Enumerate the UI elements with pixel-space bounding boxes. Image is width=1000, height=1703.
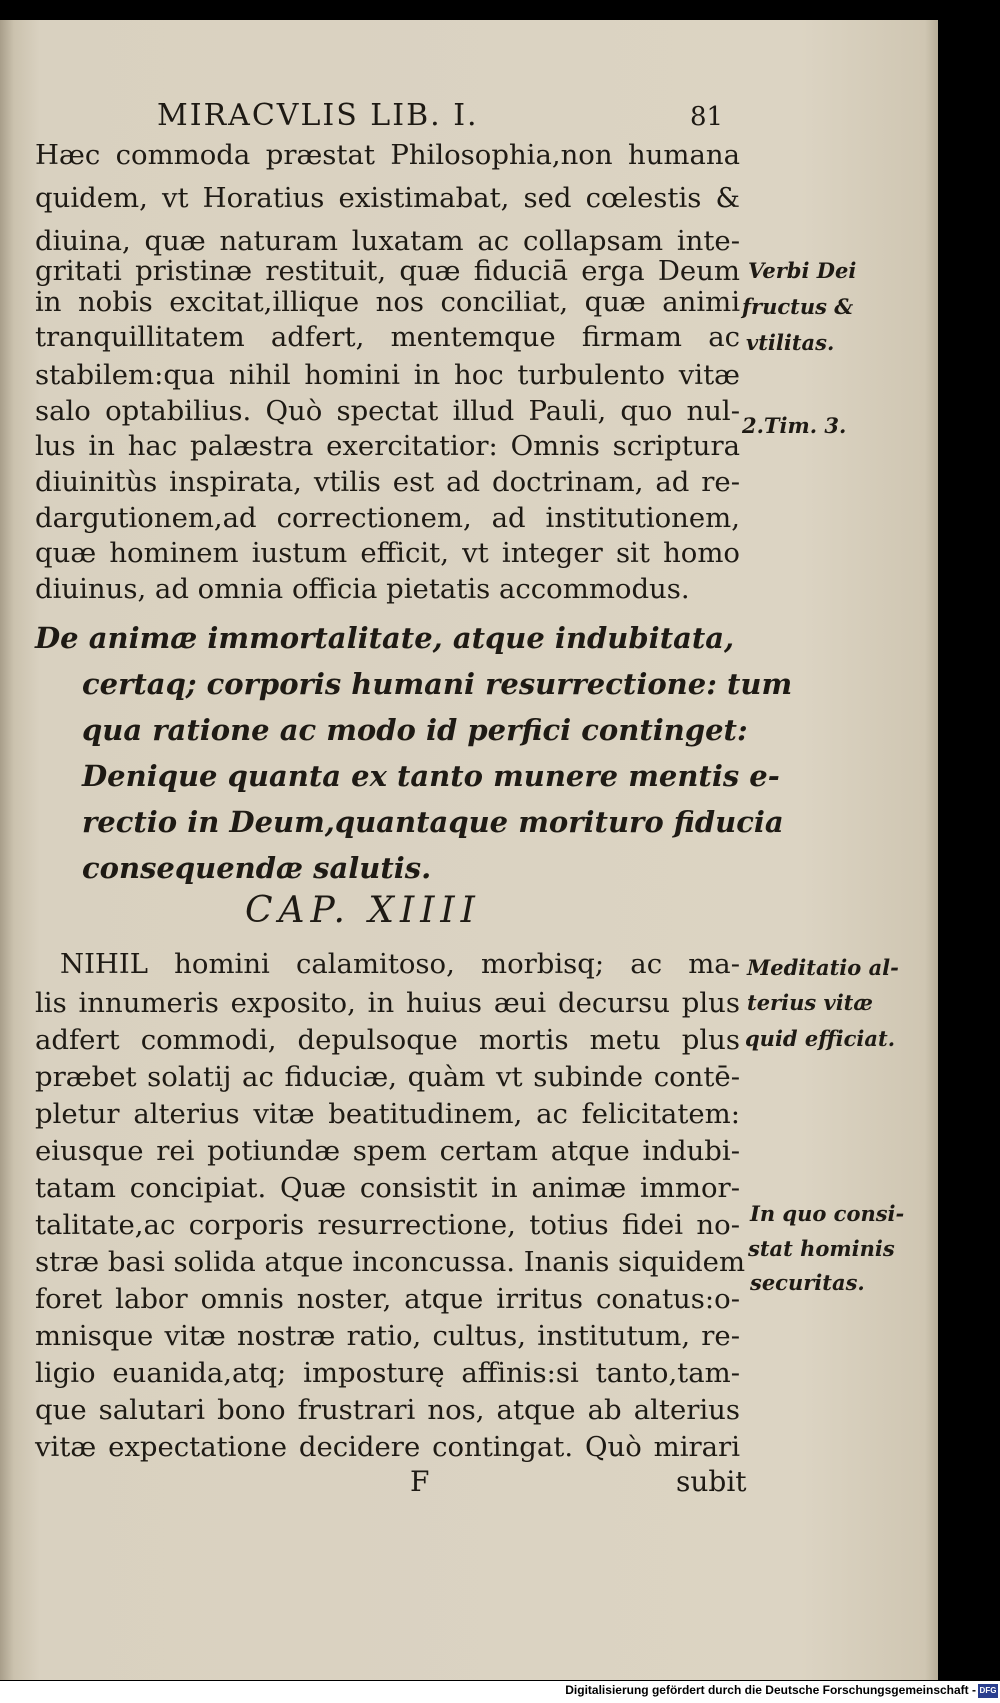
running-title: MIRACVLIS LIB. I.: [157, 98, 479, 133]
text-line: stræ basi solida atque inconcussa. Inanis siquidem: [35, 1246, 746, 1278]
text-line: vitæ expectatione decidere contingat. Quò mirari: [35, 1431, 740, 1463]
text-line: pletur alterius vitæ beatitudinem, ac felicitatem:: [35, 1098, 740, 1130]
margin-note: securitas.: [750, 1270, 865, 1295]
margin-note: stat hominis: [748, 1236, 895, 1261]
text-line: Hæc commoda præstat Philosophia,non humana: [35, 139, 740, 171]
summary-line: Denique quanta ex tanto munere mentis e-: [82, 759, 780, 793]
margin-note: fructus &: [742, 294, 854, 319]
margin-note: 2.Tim. 3.: [742, 413, 847, 438]
text-line: in nobis excitat,illique nos conciliat, quæ animi: [35, 286, 740, 318]
text-line: eiusque rei potiundæ spem certam atque indubi-: [35, 1135, 740, 1167]
text-line: mnisque vitæ nostræ ratio, cultus, institutum, re-: [35, 1320, 740, 1352]
summary-line: consequendæ salutis.: [82, 851, 432, 885]
text-line: diuinus, ad omnia officia pietatis accommodus.: [35, 573, 690, 605]
text-line: tranquillitatem adfert, mentemque firmam ac: [35, 321, 740, 353]
text-line: gritati pristinæ restituit, quæ fiduciā erga Deum: [35, 255, 740, 287]
margin-note: quid efficiat.: [745, 1026, 896, 1051]
chapter-heading: CAP. XIIII: [245, 890, 481, 931]
text-line: lis innumeris exposito, in huius æui decursu plus: [35, 987, 740, 1019]
text-line: tatam concipiat. Quæ consistit in animæ immor-: [35, 1172, 740, 1204]
margin-note: vtilitas.: [746, 330, 835, 355]
margin-note: In quo consi-: [750, 1201, 905, 1226]
margin-note: terius vitæ: [747, 990, 873, 1015]
text-line: salo optabilius. Quò spectat illud Pauli, quo nul-: [35, 395, 740, 427]
text-line: stabilem:qua nihil homini in hoc turbulento vitæ: [35, 359, 740, 391]
summary-line: rectio in Deum,quantaque morituro fiducia: [82, 805, 784, 839]
summary-line: certaq; corporis humani resurrectione: tum: [82, 667, 793, 701]
text-line: foret labor omnis noster, atque irritus conatus:o-: [35, 1283, 740, 1315]
text-line: quidem, vt Horatius existimabat, sed cœlestis &: [35, 182, 740, 214]
text-line: talitate,ac corporis resurrectione, totius fidei no-: [35, 1209, 740, 1241]
text-line: diuinitùs inspirata, vtilis est ad doctrinam, ad re-: [35, 466, 740, 498]
summary-line: qua ratione ac modo id perfici continget:: [82, 713, 748, 747]
catchword: subit: [676, 1465, 747, 1498]
page-number: 81: [690, 102, 724, 132]
text-line: adfert commodi, depulsoque mortis metu plus: [35, 1024, 740, 1056]
footer-credit: Digitalisierung gefördert durch die Deutsche Forschungsgemeinschaft -: [565, 1683, 976, 1697]
text-line: diuina, quæ naturam luxatam ac collapsam inte-: [35, 225, 740, 257]
book-page: [0, 20, 938, 1680]
signature-mark: F: [410, 1465, 430, 1498]
dfg-logo-icon: DFG: [978, 1684, 998, 1698]
text-line: præbet solatij ac fiduciæ, quàm vt subinde contē-: [35, 1061, 740, 1093]
text-line: lus in hac palæstra exercitatior: Omnis scriptura: [35, 430, 740, 462]
text-line: dargutionem,ad correctionem, ad institutionem,: [35, 502, 740, 534]
margin-note: Meditatio al-: [747, 955, 899, 980]
footer-bar: [0, 1681, 1000, 1703]
text-line: NIHIL homini calamitoso, morbisq; ac ma-: [60, 948, 740, 980]
summary-line: De animæ immortalitate, atque indubitata,: [35, 621, 735, 655]
text-line: que salutari bono frustrari nos, atque ab alterius: [35, 1394, 740, 1426]
text-line: quæ hominem iustum efficit, vt integer sit homo: [35, 537, 740, 569]
text-line: ligio euanida,atq; imposturę affinis:si tanto,tam-: [35, 1357, 740, 1389]
margin-note: Verbi Dei: [748, 258, 857, 283]
